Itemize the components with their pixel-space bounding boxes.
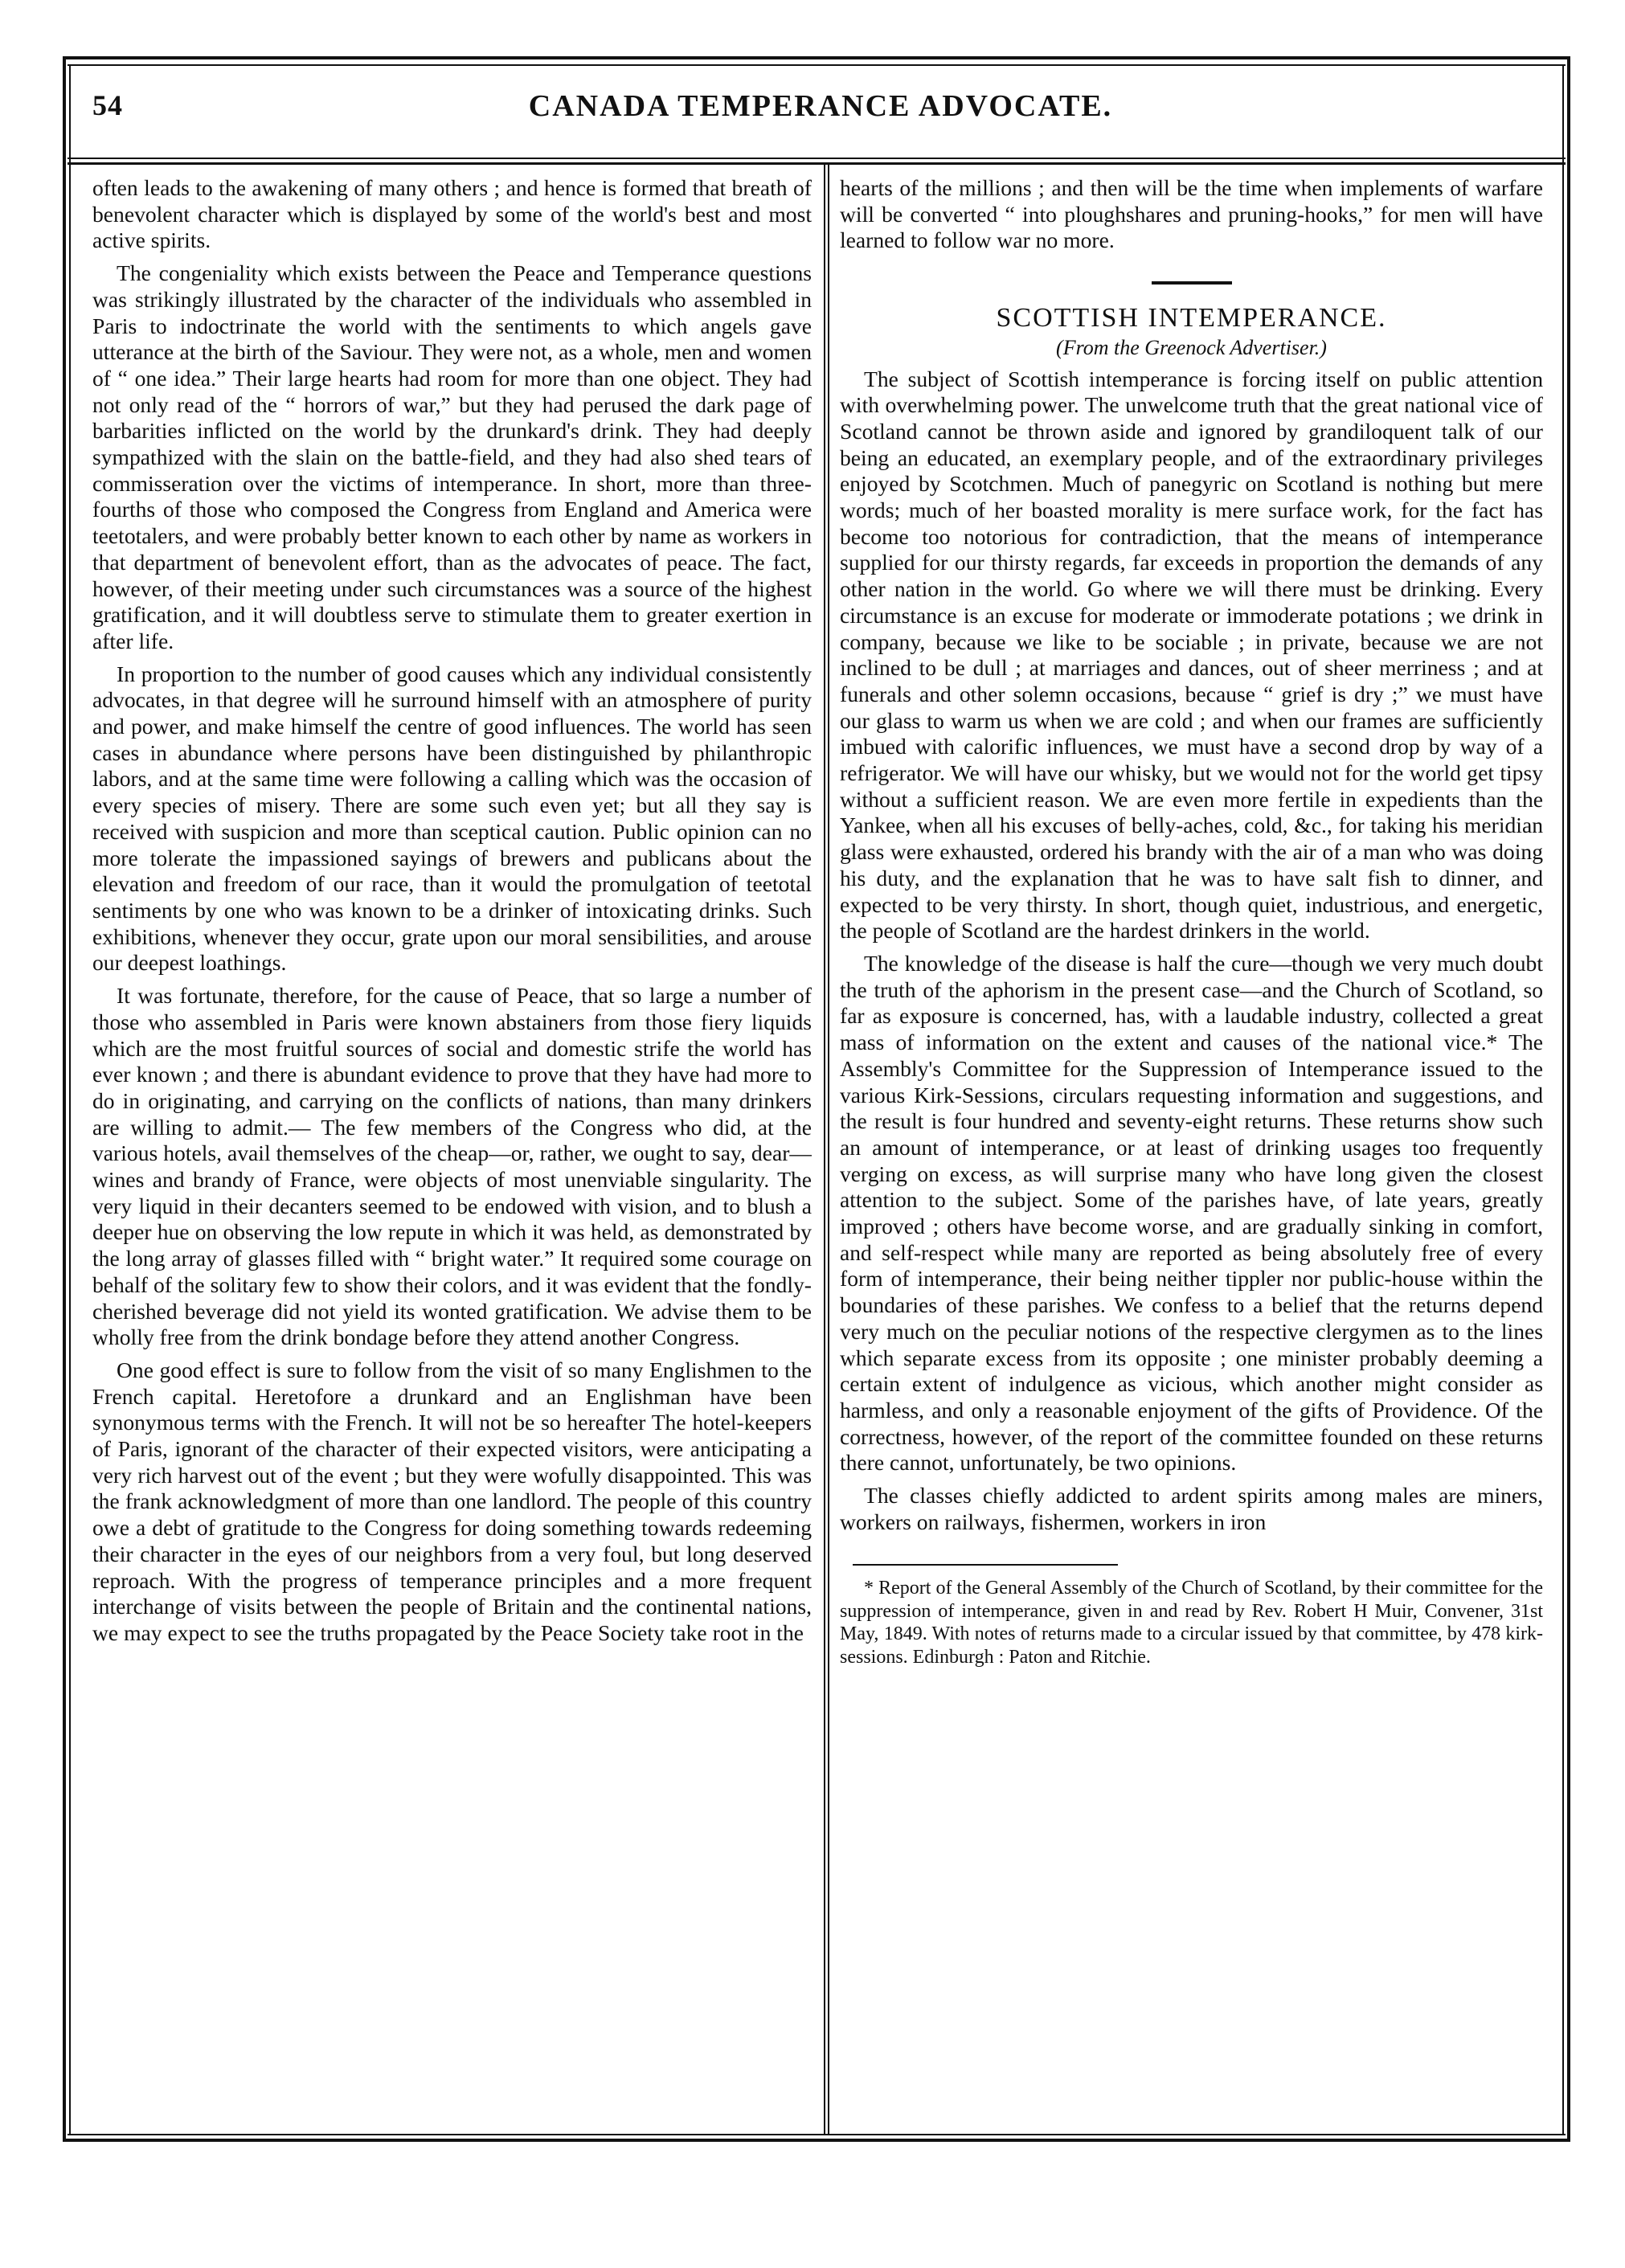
running-title: CANADA TEMPERANCE ADVOCATE. — [528, 89, 1113, 123]
paragraph-continued: hearts of the millions ; and then will be the time when implements of warfare will be converted “ into ploughshares and pruning-hooks,” for men will have learned to follow war no more. — [840, 175, 1543, 253]
right-border-rule — [1567, 56, 1570, 2142]
left-border-rule-inner — [69, 64, 71, 2135]
right-border-rule-inner — [1562, 64, 1564, 2135]
bottom-border-rule-outer — [63, 2139, 1570, 2142]
footnote-rule — [853, 1564, 1118, 1566]
top-border-rule — [63, 56, 1570, 59]
page-header — [92, 88, 1549, 137]
header-rule-inner — [68, 162, 1566, 165]
paragraph: The classes chiefly addicted to ardent spirits among males are miners, workers on railways, fishermen, workers in iron — [840, 1483, 1543, 1534]
header-rule — [68, 158, 1566, 159]
article-title: SCOTTISH INTEMPERANCE. — [996, 303, 1387, 334]
paragraph: The subject of Scottish intemperance is forcing itself on public attention with overwhelming power. The unwelcome truth that the great national vice of Scotland cannot be thrown aside and ignored by grandiloquent talk of our being an educated, an exemplary people, and of the extraordinary privileges enjoyed by Scotchmen. Much of panegyric on Scotland is nothing but mere words; much of her boasted morality is mere surface work, for the fact has become too notorious for contradiction, that the means of intemperance supplied for our thirsty regards, far exceeds in proportion the demands of any other nation in the world. Go where we will there must be drinking. Every circumstance is an excuse for moderate or immoderate potations ; we drink in company, because we like to be sociable ; in private, because we are not inclined to be dull ; at marriages and dances, out of sheer merriness ; and at funerals and other solemn occasions, because “ grief is dry ;” we must have our glass to warm us when we are cold ; and when our frames are sufficiently imbued with calorific influences, we must have a second drop by way of a refrigerator. We will have our whisky, but we would not for the world get tipsy without a sufficient reason. We are even more fertile in expedients than the Yankee, when all his excuses of belly-aches, cold, &c., for taking his meridian glass were exhausted, ordered his brandy with the air of a man who was doing his duty, and the explanation that he was to have salt fish to dinner, and expected to be very thirsty. In short, though quiet, industrious, and energetic, the people of Scotland are the hardest drinkers in the world. — [840, 366, 1543, 944]
article-source: (From the Greenock Advertiser.) — [1056, 335, 1327, 359]
page-number: 54 — [92, 89, 123, 121]
paragraph: The knowledge of the disease is half the cure—though we very much doubt the truth of the aphorism in the present case—and the Church of Scotland, so far as exposure is concerned, has, with a laudable industry, collected a great mass of information on the extent and causes of the national vice.* The Assembly's Committee for the Suppression of Intemperance issued to the various Kirk-Sessions, circulars requesting information and suggestions, and the result is four hundred and seventy-eight returns. These returns show such an amount of intemperance, or at least of drinking usages too frequently verging on excess, as will surprise many who have long given the closest attention to the subject. Some of the parishes have, of late years, greatly improved ; others have become worse, and are gradually sinking in comfort, and self-respect while many are reported as being absolutely free of every form of intemperance, their being neither tippler nor public-house within the boundaries of these parishes. We confess to a belief that the returns depend very much on the peculiar notions of the respective clergymen as to the lines which separate excess from its opposite ; one minister probably deeming a certain extent of indulgence as vicious, which another might consider as harmless, and only a reasonable enjoyment of the gifts of Providence. Of the correctness, however, of the report of the committee founded on these returns there cannot, unfortunately, be two opinions. — [840, 950, 1543, 1476]
paragraph: One good effect is sure to follow from the visit of so many Englishmen to the French capital. Heretofore a drunkard and an Englishman have been synonymous terms with the French. It will not be so hereafter The hotel-keepers of Paris, ignorant of the character of their expected visitors, were anticipating a very rich harvest out of the event ; but they were wofully disappointed. This was the frank acknowledgment of more than one landlord. The people of this country owe a debt of gratitude to the Congress for doing something towards redeeming their character in the eyes of our neighbors from a very foul, but long deserved reproach. With the progress of temperance principles and a more frequent interchange of visits between the people of Britain and the continental nations, we may expect to see the truths propagated by the Peace Society take root in the — [92, 1357, 812, 1645]
paragraph-continued: often leads to the awakening of many others ; and hence is formed that breath of benevolent character which is displayed by some of the world's best and most active spirits. — [92, 175, 812, 253]
column-divider — [824, 165, 825, 2134]
bottom-border-rule — [68, 2134, 1566, 2135]
left-border-rule — [63, 56, 66, 2142]
paragraph: The congeniality which exists between the Peace and Temperance questions was strikingly illustrated by the character of the individuals who assembled in Paris to indoctrinate the world with the sentiments to which angels gave utterance at the birth of the Saviour. They were not, as a whole, men and women of “ one idea.” Their large hearts had room for more than one object. They had not only read of the “ horrors of war,” but they had perused the dark page of barbarities inflicted on the world by the drunkard's drink. They had deeply sympathized with the slain on the battle-field, and they had also shed tears of commisseration over the victims of intemperance. In short, more than three-fourths of those who composed the Congress from England and America were teetotalers, and were probably better known to each other by name as workers in that department of benevolent effort, than as the advocates of peace. The fact, however, of their meeting under such circumstances was a source of the highest gratification, and it will doubtless serve to stimulate them to greater exertion in after life. — [92, 260, 812, 653]
left-column — [92, 175, 812, 2112]
paragraph: It was fortunate, therefore, for the cause of Peace, that so large a number of those who assembled in Paris were known abstainers from those fiery liquids which are the most fruitful sources of social and domestic strife the world has ever known ; and there is abundant evidence to prove that they have had more to do in originating, and carrying on the conflicts of nations, than many drinkers are willing to admit.— The few members of the Congress who did, at the various hotels, avail themselves of the cheap—or, rather, we ought to say, dear—wines and brandy of France, were objects of most unenviable singularity. The very liquid in their decanters seemed to be endowed with vision, and to blush a deeper hue on observing the low repute in which it was held, as demonstrated by the long array of glasses filled with “ bright water.” It required some courage on behalf of the solitary few to show their colors, and it was evident that the fondly-cherished beverage did not yield its wonted gratification. We advise them to be wholly free from the drink bondage before they attend another Congress. — [92, 983, 812, 1350]
column-divider-inner — [828, 165, 829, 2134]
paragraph: In proportion to the number of good causes which any individual consistently advocates, in that degree will he surround himself with an atmosphere of purity and power, and make himself the centre of good influences. The world has seen cases in abundance where persons have been distinguished by philanthropic labors, and at the same time were following a calling which was the occasion of every species of misery. There are some such even yet; but all they say is received with suspicion and more than sceptical caution. Public opinion can no more tolerate the impassioned sayings of brewers and publicans about the elevation and freedom of our race, than it would the promulgation of teetotal sentiments by one who was known to be a drinker of intoxicating drinks. Such exhibitions, whenever they occur, grate upon our moral sensibilities, and arouse our deepest loathings. — [92, 661, 812, 976]
right-column — [840, 175, 1543, 2112]
top-border-rule-inner — [68, 64, 1566, 66]
footnote: * Report of the General Assembly of the Church of Scotland, by their committee for the suppression of intemperance, given in and read by Rev. Robert H Muir, Convener, 31st May, 1849. With notes of returns made to a circular issued by that committee, by 478 kirk-sessions. Edinburgh : Paton and Ritchie. — [840, 1578, 1543, 1668]
section-ornament-rule — [1152, 281, 1232, 285]
